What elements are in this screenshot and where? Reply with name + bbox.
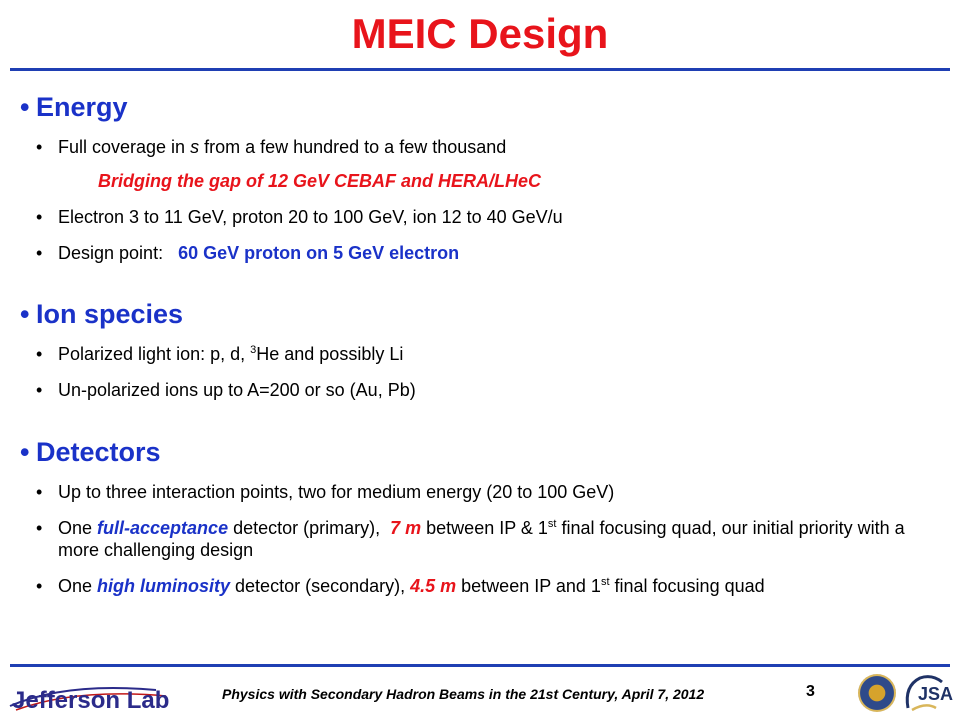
- bullet-icon: •: [20, 437, 30, 467]
- footer-text: Physics with Secondary Hadron Beams in the 21st Century, April 7, 2012: [222, 686, 705, 702]
- item-text-highlight: 60 GeV proton on 5 GeV electron: [178, 243, 460, 263]
- item-text: Up to three interaction points, two for medium energy (20 to 100 GeV): [58, 482, 615, 502]
- bullet-icon: •: [36, 137, 43, 157]
- superscript: st: [547, 518, 557, 530]
- list-item: [20, 343, 940, 365]
- heading-energy: [20, 90, 940, 124]
- list-item: [20, 242, 940, 264]
- list-item: [20, 575, 940, 597]
- slide-title: MEIC Design: [351, 10, 609, 57]
- item-text: Un-polarized ions up to A=200 or so (Au, Pb): [58, 380, 416, 400]
- jefferson-lab-logo: [6, 676, 206, 716]
- item-text: Full coverage in: [58, 137, 191, 157]
- doe-seal-icon: [858, 674, 896, 712]
- heading-text: Ion species: [36, 299, 184, 329]
- item-text-emphasis: 4.5 m: [410, 576, 457, 596]
- item-text: between IP and 1: [456, 576, 601, 596]
- bullet-icon: •: [36, 482, 43, 502]
- bullet-icon: •: [36, 207, 43, 227]
- item-text-italic: s: [190, 137, 200, 157]
- page-number: 3: [806, 683, 815, 700]
- list-item: [20, 481, 940, 503]
- list-item: [20, 136, 940, 158]
- jsa-logo: [902, 672, 956, 714]
- bullet-icon: •: [36, 344, 43, 364]
- item-text: One: [58, 576, 98, 596]
- section-energy: [20, 90, 940, 264]
- item-text: final focusing quad, our initial priority with a more challenging design: [58, 518, 905, 560]
- item-text: detector (secondary),: [230, 576, 411, 596]
- item-text-highlight: high luminosity: [97, 576, 231, 596]
- footer-divider: [10, 664, 950, 667]
- item-text: Design point:: [58, 243, 179, 263]
- bullet-icon: •: [36, 518, 43, 538]
- superscript: st: [600, 576, 610, 588]
- item-text: between IP & 1: [421, 518, 548, 538]
- sub-note: Bridging the gap of 12 GeV CEBAF and HERA/LHeC: [98, 171, 542, 191]
- title-divider: [10, 68, 950, 71]
- item-text: One: [58, 518, 98, 538]
- section-ion-species: [20, 297, 940, 401]
- heading-text: Energy: [36, 92, 128, 122]
- list-item: [20, 379, 940, 401]
- item-text: Polarized light ion: p, d,: [58, 344, 251, 364]
- heading-text: Detectors: [36, 437, 161, 467]
- list-item: [20, 517, 940, 561]
- bullet-icon: •: [20, 92, 30, 122]
- heading-detectors: [20, 435, 940, 469]
- bullet-icon: •: [36, 243, 43, 263]
- superscript: 3: [250, 344, 257, 356]
- item-text-emphasis: 7 m: [390, 518, 422, 538]
- item-text: from a few hundred to a few thousand: [199, 137, 507, 157]
- section-detectors: [20, 435, 940, 597]
- bullet-icon: •: [36, 380, 43, 400]
- item-text-highlight: full-acceptance: [97, 518, 229, 538]
- list-item: [20, 206, 940, 228]
- bullet-icon: •: [36, 576, 43, 596]
- item-text: final focusing quad: [609, 576, 765, 596]
- item-text: detector (primary),: [228, 518, 391, 538]
- item-text: He and possibly Li: [256, 344, 404, 364]
- item-text: Electron 3 to 11 GeV, proton 20 to 100 GeV, ion 12 to 40 GeV/u: [58, 207, 563, 227]
- bullet-icon: •: [20, 299, 30, 329]
- heading-ion-species: [20, 297, 940, 331]
- logo-text: Jefferson Lab: [12, 687, 170, 714]
- logo-text: JSA: [918, 684, 954, 704]
